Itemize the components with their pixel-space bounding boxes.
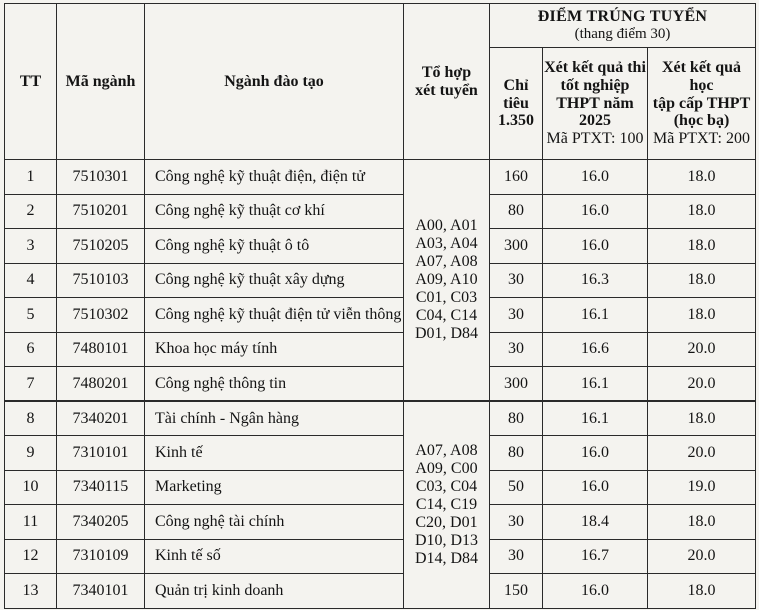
table-row [5,332,756,367]
cell-diem-thpt: 16.1 [543,298,648,333]
cell-chi-tieu: 30 [490,332,543,367]
cell-nganh: Marketing [145,470,404,505]
header-diem-trung-tuyen [490,4,756,48]
cell-diem-thpt: 16.0 [543,574,648,609]
cell-diem-hocba: 19.0 [648,470,756,505]
cell-chi-tieu: 30 [490,298,543,333]
table-row [5,505,756,540]
cell-chi-tieu: 50 [490,470,543,505]
cell-tt: 12 [5,539,57,574]
cell-tt: 10 [5,470,57,505]
header-to-hop [404,4,490,160]
cell-chi-tieu: 80 [490,401,543,436]
header-hocba-code: Mã PTXT: 200 [653,130,750,148]
cell-ma-nganh: 7510302 [57,298,145,333]
table-row [5,194,756,229]
cell-chi-tieu: 30 [490,539,543,574]
cell-diem-hocba: 18.0 [648,160,756,195]
header-chi-tieu-line3: 1.350 [498,112,534,130]
cell-diem-hocba: 18.0 [648,574,756,609]
header-hocba-line2: tập cấp THPT [652,94,751,112]
cell-ma-nganh: 7340205 [57,505,145,540]
cell-diem-hocba: 18.0 [648,263,756,298]
cell-tt: 11 [5,505,57,540]
cell-ma-nganh: 7480201 [57,367,145,402]
cell-diem-hocba: 18.0 [648,229,756,264]
cell-ma-nganh: 7510205 [57,229,145,264]
header-thpt-line4: 2025 [579,112,611,130]
header-thpt-code: Mã PTXT: 100 [546,130,644,148]
table-row [5,470,756,505]
cell-nganh: Công nghệ kỹ thuật điện tử viễn thông [145,298,404,333]
cell-chi-tieu: 150 [490,574,543,609]
cell-ma-nganh: 7340201 [57,401,145,436]
cell-diem-hocba: 20.0 [648,332,756,367]
header-tt: TT [5,4,57,160]
cell-nganh: Quản trị kinh doanh [145,574,404,609]
cell-diem-thpt: 16.0 [543,436,648,471]
cell-chi-tieu: 80 [490,436,543,471]
cell-diem-thpt: 16.0 [543,160,648,195]
cell-chi-tieu: 160 [490,160,543,195]
cell-diem-thpt: 16.0 [543,194,648,229]
cell-tt: 7 [5,367,57,402]
admission-table-container [4,3,756,609]
cell-chi-tieu: 30 [490,505,543,540]
cell-tt: 4 [5,263,57,298]
header-thpt [543,48,648,160]
header-hocba [648,48,756,160]
header-chi-tieu-line1: Chỉ [503,76,529,94]
cell-chi-tieu: 300 [490,229,543,264]
cell-ma-nganh: 7310101 [57,436,145,471]
cell-nganh: Tài chính - Ngân hàng [145,401,404,436]
table-row [5,263,756,298]
cell-chi-tieu: 80 [490,194,543,229]
cell-ma-nganh: 7510103 [57,263,145,298]
cell-diem-thpt: 18.4 [543,505,648,540]
cell-tt: 5 [5,298,57,333]
cell-tt: 3 [5,229,57,264]
table-row [5,160,756,195]
cell-chi-tieu: 30 [490,263,543,298]
header-chi-tieu [490,48,543,160]
header-hocba-line1: Xét kết quả học [661,58,742,94]
table-row [5,539,756,574]
cell-diem-hocba: 20.0 [648,539,756,574]
cell-diem-thpt: 16.1 [543,367,648,402]
cell-diem-hocba: 18.0 [648,401,756,436]
header-nganh-dao-tao: Ngành đào tạo [145,4,404,160]
cell-nganh: Công nghệ kỹ thuật điện, điện tử [145,160,404,195]
cell-chi-tieu: 300 [490,367,543,402]
cell-diem-hocba: 18.0 [648,505,756,540]
cell-diem-hocba: 20.0 [648,436,756,471]
cell-nganh: Công nghệ kỹ thuật ô tô [145,229,404,264]
cell-nganh: Công nghệ kỹ thuật cơ khí [145,194,404,229]
cell-ma-nganh: 7310109 [57,539,145,574]
cell-tt: 13 [5,574,57,609]
cell-nganh: Kinh tế số [145,539,404,574]
cell-ma-nganh: 7340101 [57,574,145,609]
cell-nganh: Công nghệ thông tin [145,367,404,402]
header-ma-nganh: Mã ngành [57,4,145,160]
cell-ma-nganh: 7480101 [57,332,145,367]
cell-tt: 9 [5,436,57,471]
cell-diem-thpt: 16.7 [543,539,648,574]
header-to-hop-line1: Tổ hợp [421,63,472,81]
cell-diem-thpt: 16.3 [543,263,648,298]
cell-diem-thpt: 16.1 [543,401,648,436]
table-row [5,436,756,471]
cell-diem-thpt: 16.0 [543,470,648,505]
table-row [5,298,756,333]
cell-diem-thpt: 16.0 [543,229,648,264]
table-row [5,401,756,436]
cell-ma-nganh: 7510301 [57,160,145,195]
header-thpt-line3: THPT năm [556,94,634,112]
header-to-hop-line2: xét tuyển [415,81,478,99]
cell-ma-nganh: 7510201 [57,194,145,229]
header-thpt-line1: Xét kết quả thi [544,58,646,76]
cell-to-hop-group-1: A00, A01 A03, A04 A07, A08 A09, A10 C01, C03 C04, C14 D01, D84 [404,160,490,402]
header-diem-subtitle: (thang điểm 30) [574,26,671,43]
cell-nganh: Công nghệ tài chính [145,505,404,540]
cell-nganh: Công nghệ kỹ thuật xây dựng [145,263,404,298]
table-row [5,229,756,264]
header-thpt-line2: tốt nghiệp [560,76,630,94]
cell-diem-hocba: 18.0 [648,298,756,333]
header-chi-tieu-line2: tiêu [503,94,529,112]
table-row [5,574,756,609]
table-header [5,4,756,160]
cell-to-hop-group-2: A07, A08 A09, C00 C03, C04 C14, C19 C20, D01 D10, D13 D14, D84 [404,401,490,608]
table-body [5,160,756,609]
cell-nganh: Khoa học máy tính [145,332,404,367]
header-diem-title: ĐIỂM TRÚNG TUYỂN [537,8,708,26]
cell-diem-hocba: 18.0 [648,194,756,229]
admission-score-table [4,3,756,609]
cell-diem-thpt: 16.6 [543,332,648,367]
cell-tt: 8 [5,401,57,436]
cell-nganh: Kinh tế [145,436,404,471]
cell-tt: 6 [5,332,57,367]
cell-ma-nganh: 7340115 [57,470,145,505]
header-hocba-line3: (học bạ) [673,112,730,130]
cell-tt: 1 [5,160,57,195]
table-row [5,367,756,402]
cell-tt: 2 [5,194,57,229]
cell-diem-hocba: 20.0 [648,367,756,402]
